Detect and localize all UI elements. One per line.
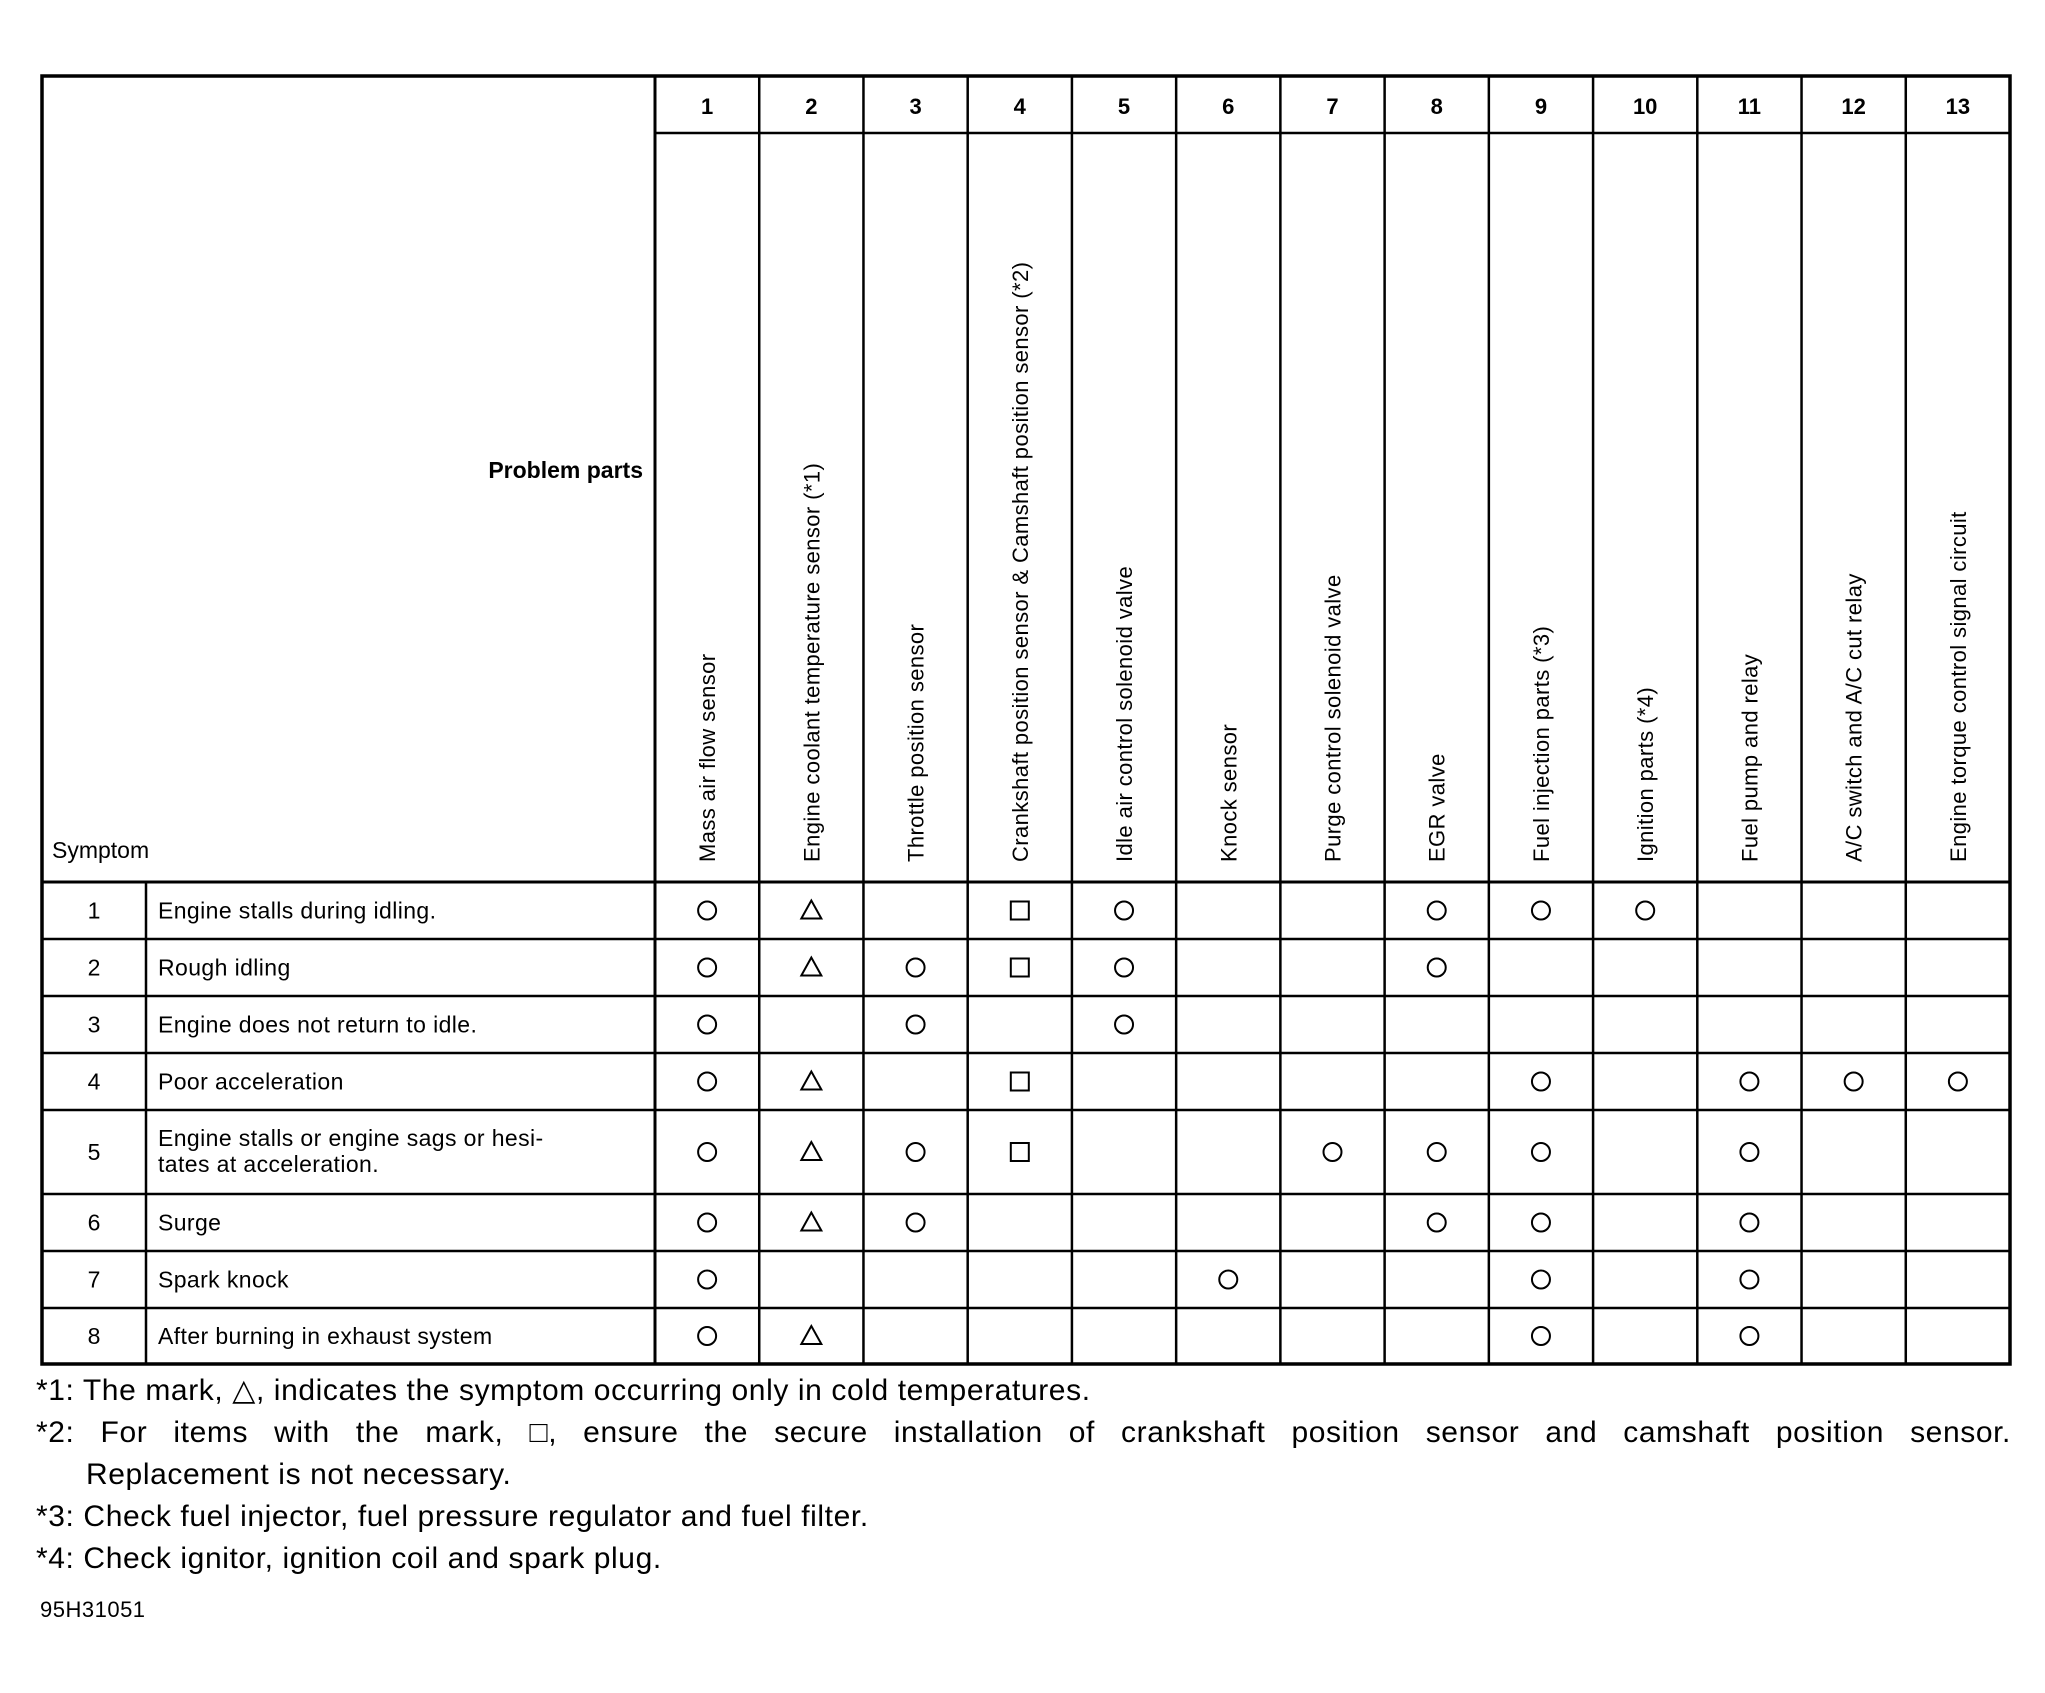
column-number: 6 [1222, 94, 1235, 119]
column-number: 2 [805, 94, 818, 119]
triangle-mark-icon [801, 1142, 821, 1160]
circle-mark-icon [1532, 1327, 1550, 1345]
circle-mark-icon [907, 1214, 925, 1232]
column-number: 4 [1013, 94, 1026, 119]
footnote-2: *2: For items with the mark, □, ensure the secure installation of crankshaft position sensor and camshaft position sensor. [36, 1412, 2011, 1454]
column-number: 3 [909, 94, 922, 119]
symptom-number: 1 [87, 897, 101, 924]
circle-mark-icon [1949, 1073, 1967, 1091]
part-name-label: A/C switch and A/C cut relay [1841, 573, 1867, 862]
circle-mark-icon [1532, 1271, 1550, 1289]
circle-mark-icon [698, 1214, 716, 1232]
symptom-number: 5 [87, 1139, 101, 1165]
part-name-label: Knock sensor [1216, 723, 1242, 862]
footnote-3: *3: Check fuel injector, fuel pressure regulator and fuel filter. [36, 1500, 869, 1533]
column-number: 11 [1737, 94, 1762, 119]
square-mark-icon [1011, 1143, 1029, 1161]
square-mark-icon [1011, 1073, 1029, 1091]
footnote-4: *4: Check ignitor, ignition coil and spark plug. [36, 1542, 662, 1575]
symptom-label: After burning in exhaust system [158, 1323, 493, 1349]
circle-mark-icon [1115, 1016, 1133, 1034]
symptom-number: 2 [87, 954, 101, 981]
square-mark-icon [1011, 959, 1029, 977]
circle-mark-icon [1532, 1073, 1550, 1091]
symptom-number: 3 [87, 1011, 101, 1038]
triangle-mark-icon [801, 901, 821, 919]
symptom-number: 8 [87, 1323, 101, 1349]
symptom-label: Poor acceleration [158, 1068, 344, 1095]
column-number: 8 [1430, 94, 1443, 119]
circle-mark-icon [1636, 902, 1654, 920]
circle-mark-icon [1324, 1143, 1342, 1161]
symptom-label: Engine does not return to idle. [158, 1011, 478, 1038]
symptom-label: Engine stalls or engine sags or hesi- [158, 1125, 544, 1151]
circle-mark-icon [698, 959, 716, 977]
part-name-label: Idle air control solenoid valve [1112, 565, 1138, 862]
circle-mark-icon [698, 1016, 716, 1034]
square-mark-icon: □ [529, 1416, 549, 1449]
circle-mark-icon [1740, 1271, 1758, 1289]
part-name-label: Purge control solenoid valve [1320, 574, 1346, 862]
circle-mark-icon [1532, 902, 1550, 920]
circle-mark-icon [1532, 1143, 1550, 1161]
square-mark-icon [1011, 902, 1029, 920]
circle-mark-icon [1740, 1214, 1758, 1232]
triangle-mark-icon [801, 1213, 821, 1231]
symptom-number: 4 [87, 1068, 101, 1095]
column-number: 10 [1632, 94, 1658, 119]
circle-mark-icon [1845, 1073, 1863, 1091]
column-number: 9 [1534, 94, 1548, 119]
figure-id: 95H31051 [40, 1597, 146, 1622]
symptom-number: 7 [87, 1266, 101, 1293]
circle-mark-icon [698, 1271, 716, 1289]
footnote-1: *1: The mark, △, indicates the symptom occurring only in cold temperatures. [36, 1370, 2016, 1412]
circle-mark-icon [1219, 1271, 1237, 1289]
part-name-label: Ignition parts (*4) [1633, 686, 1659, 862]
circle-mark-icon [1740, 1327, 1758, 1345]
part-name-label: Crankshaft position sensor & Camshaft position sensor (*2) [1007, 261, 1033, 862]
circle-mark-icon [1532, 1214, 1550, 1232]
circle-mark-icon [1428, 959, 1446, 977]
footnote-2-continued: Replacement is not necessary. [86, 1458, 512, 1491]
circle-mark-icon [907, 1016, 925, 1034]
part-name-label: Engine torque control signal circuit [1945, 511, 1971, 862]
circle-mark-icon [698, 902, 716, 920]
part-name-label: Mass air flow sensor [695, 653, 721, 862]
circle-mark-icon [698, 1143, 716, 1161]
symptom-label: Spark knock [158, 1266, 289, 1293]
triangle-mark-icon [801, 958, 821, 976]
circle-mark-icon [1428, 1214, 1446, 1232]
circle-mark-icon [698, 1073, 716, 1091]
column-number: 7 [1326, 94, 1339, 119]
part-name-label: EGR valve [1424, 753, 1450, 862]
symptom-label: Surge [158, 1209, 222, 1236]
circle-mark-icon [1428, 1143, 1446, 1161]
circle-mark-icon [907, 959, 925, 977]
symptom-label: Rough idling [158, 954, 291, 981]
part-name-label: Fuel pump and relay [1737, 653, 1763, 862]
triangle-mark-icon [801, 1326, 821, 1344]
column-number: 13 [1945, 94, 1971, 119]
symptom-label: Engine stalls during idling. [158, 897, 437, 924]
column-number: 1 [700, 94, 714, 119]
column-number: 12 [1841, 94, 1866, 119]
circle-mark-icon [1740, 1073, 1758, 1091]
problem-parts-label: Problem parts [488, 457, 643, 483]
circle-mark-icon [1115, 959, 1133, 977]
circle-mark-icon [1428, 902, 1446, 920]
triangle-mark-icon [801, 1072, 821, 1090]
footnotes [36, 1370, 2016, 1580]
circle-mark-icon [1115, 902, 1133, 920]
circle-mark-icon [698, 1327, 716, 1345]
symptom-label: tates at acceleration. [158, 1151, 380, 1177]
part-name-label: Fuel injection parts (*3) [1528, 625, 1554, 862]
column-number: 5 [1117, 94, 1131, 119]
symptom-number: 6 [87, 1209, 101, 1236]
circle-mark-icon [907, 1143, 925, 1161]
symptom-header-label: Symptom [52, 837, 150, 863]
triangle-mark-icon: △ [232, 1374, 256, 1407]
part-name-label: Throttle position sensor [903, 623, 929, 862]
part-name-label: Engine coolant temperature sensor (*1) [799, 462, 825, 862]
circle-mark-icon [1740, 1143, 1758, 1161]
